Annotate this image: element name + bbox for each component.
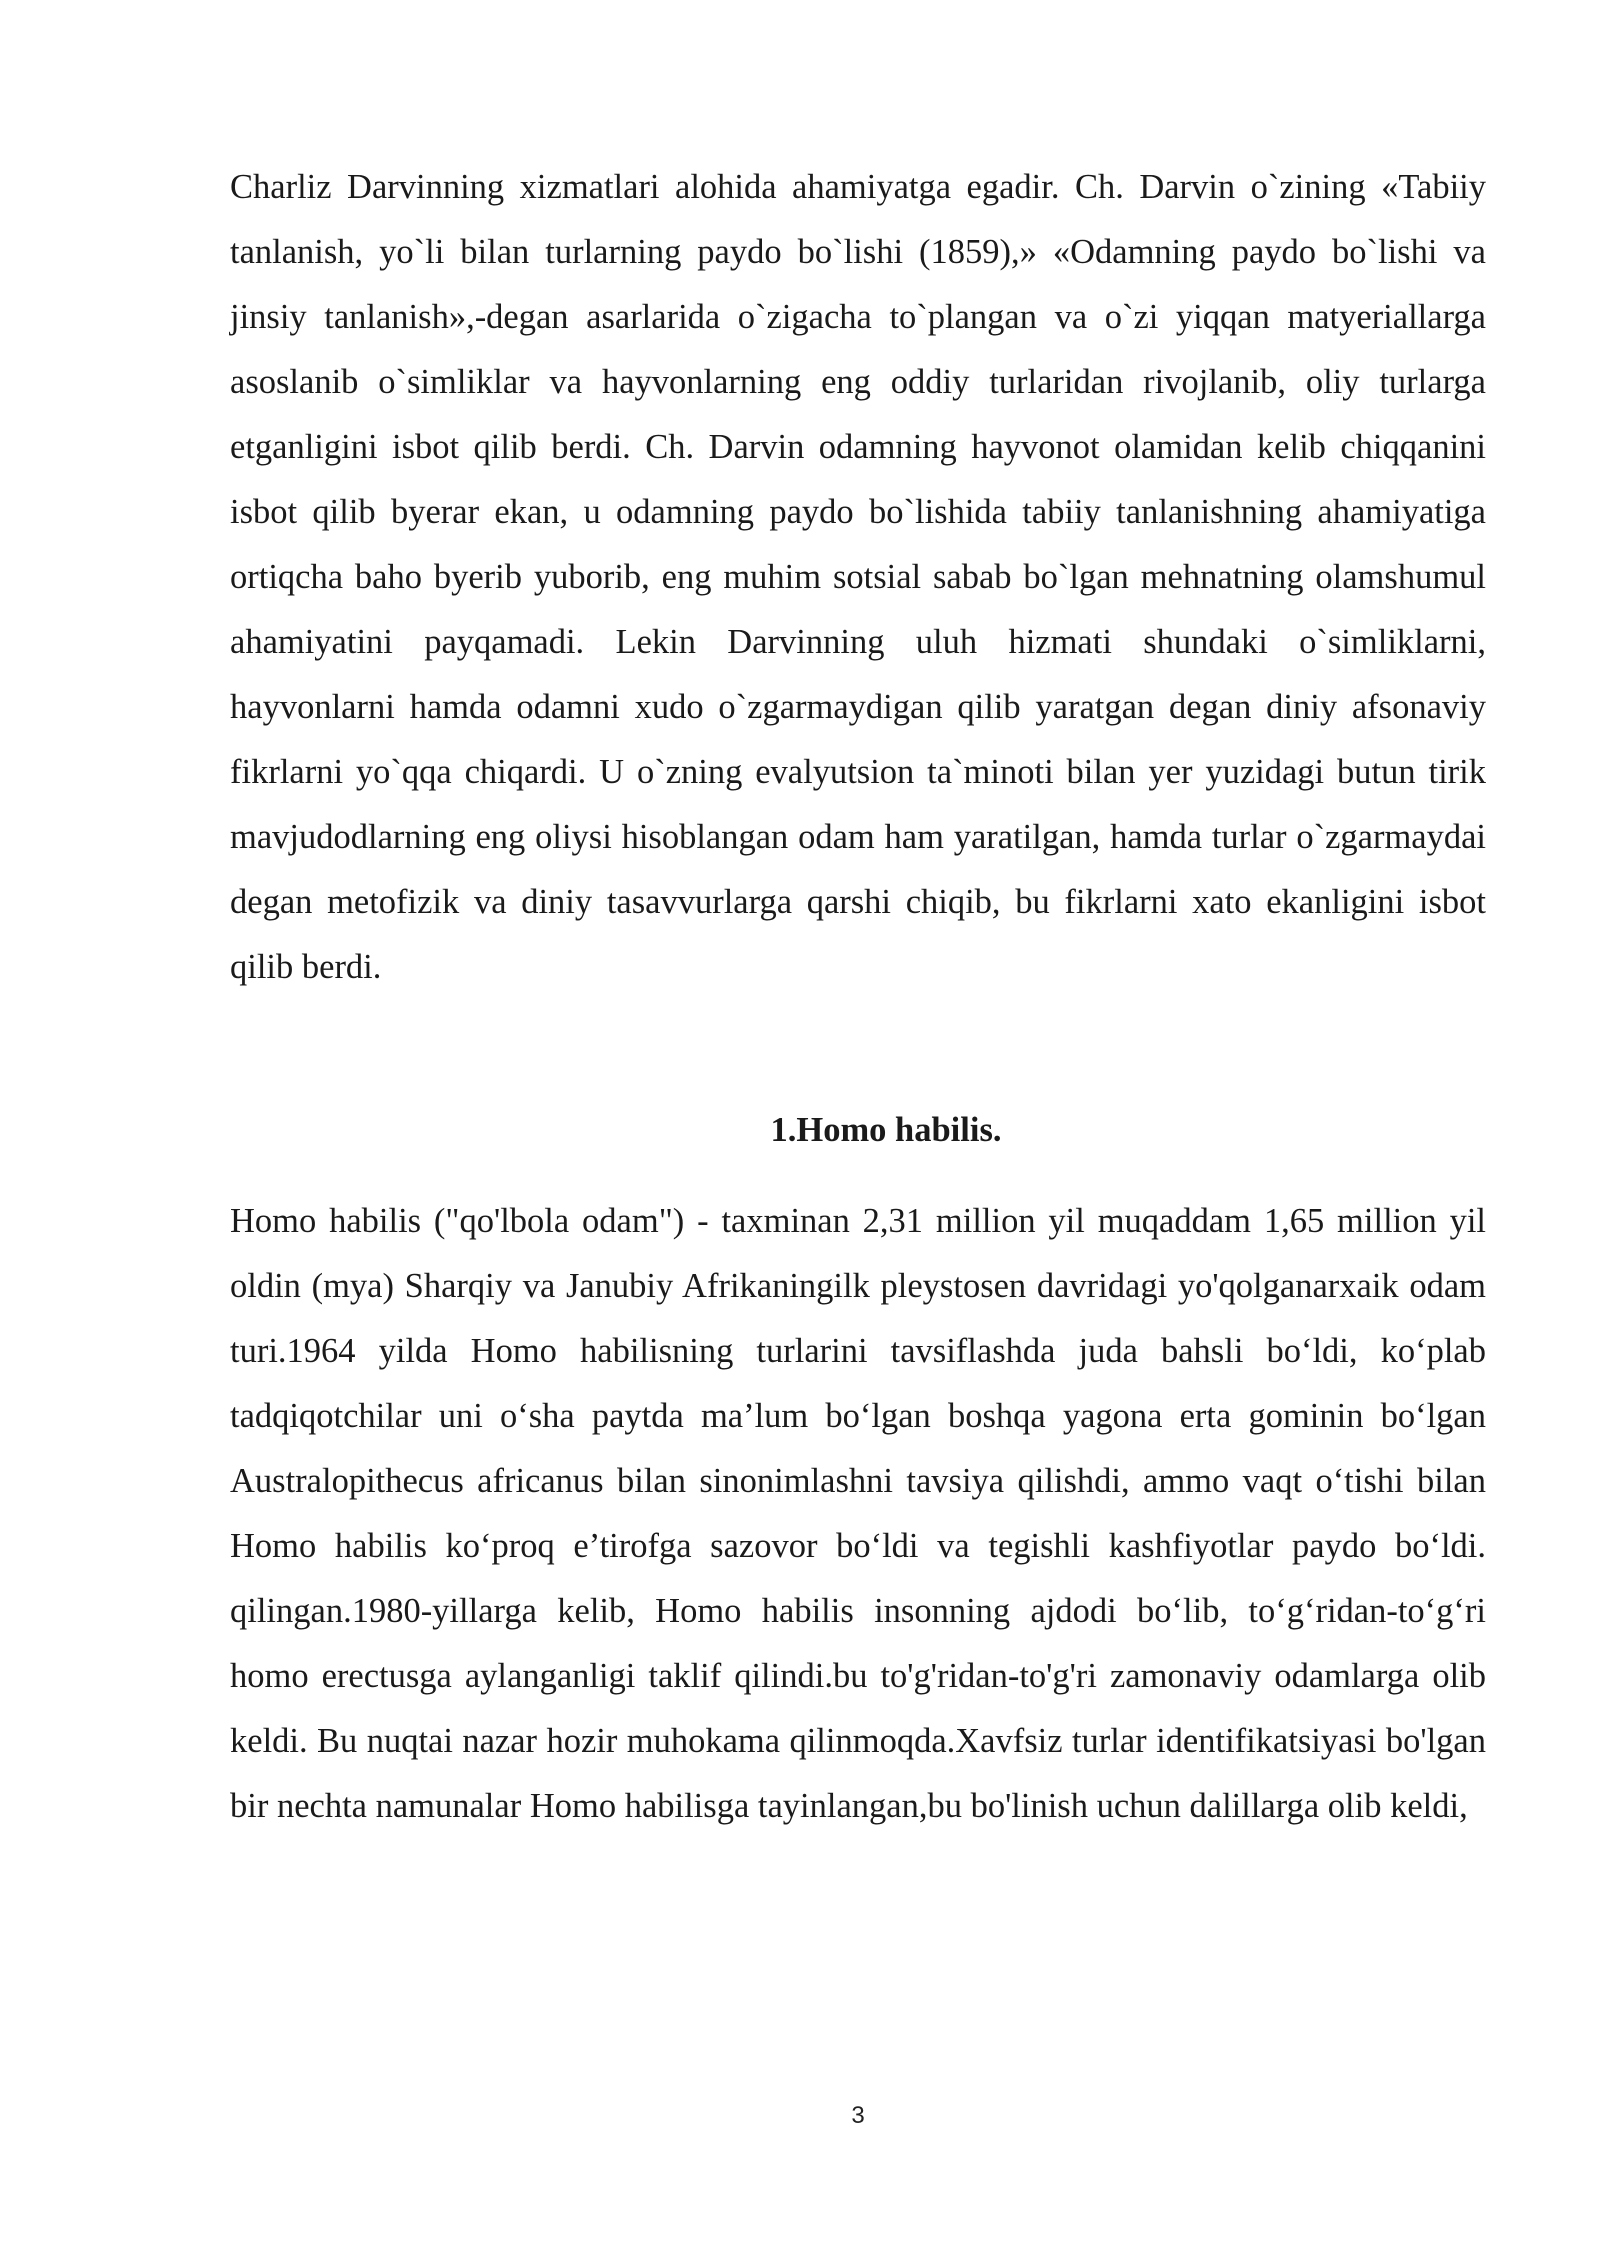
paragraph-homo-habilis: Homo habilis ("qo'lbola odam") - taxminan 2,31 million yil muqaddam 1,65 million yil oldin (mya) Sharqiy va Janubiy Afrikaningilk pleystosen davridagi yo'qolganarxaik odam turi.1964 yilda Homo habilisning turlarini tavsiflashda juda bahsli bo‘ldi, ko‘plab tadqiqotchilar uni o‘sha paytda ma’lum bo‘lgan boshqa yagona erta gominin bo‘lgan Australopithecus africanus bilan sinonimlashni tavsiya qilishdi, ammo vaqt o‘tishi bilan Homo habilis ko‘proq e’tirofga sazovor bo‘ldi va tegishli kashfiyotlar paydo bo‘ldi. qilingan.1980-yillarga kelib, Homo habilis insonning ajdodi bo‘lib, to‘g‘ridan-to‘g‘ri homo erectusga aylanganligi taklif qilindi.bu to'g'ridan-to'g'ri zamonaviy odamlarga olib keldi. Bu nuqtai nazar hozir muhokama qilinmoqda.Xavfsiz turlar identifikatsiyasi bo'lgan bir nechta namunalar Homo habilisga tayinlangan,bu bo'linish uchun dalillarga olib keldi, — [230, 1202, 1486, 1825]
paragraph-darwin: Charliz Darvinning xizmatlari alohida ahamiyatga egadir. Ch. Darvin o`zining «Tabiiy tanlanish, yo`li bilan turlarning paydo bo`lishi (1859),» «Odamning paydo bo`lishi va jinsiy tanlanish»,-degan asarlarida o`zigacha to`plangan va o`zi yiqqan matyeriallarga asoslanib o`simliklar va hayvonlarning eng oddiy turlaridan rivojlanib, oliy turlarga etganligini isbot qilib berdi. Ch. Darvin odamning hayvonot olamidan kelib chiqqanini isbot qilib byerar ekan, u odamning paydo bo`lishida tabiiy tanlanishning ahamiyatiga ortiqcha baho byerib yuborib, eng muhim sotsial sabab bo`lgan mehnatning olamshumul ahamiyatini payqamadi. Lekin Darvinning uluh hizmati shundaki o`simliklarni, hayvonlarni hamda odamni xudo o`zgarmaydigan qilib yaratgan degan diniy afsonaviy fikrlarni yo`qqa chiqardi. U o`zning evalyutsion ta`minoti bilan yer yuzidagi butun tirik mavjudodlarning eng oliysi hisoblangan odam ham yaratilgan, hamda turlar o`zgarmaydai degan metofizik va diniy tasavvurlarga qarshi chiqib, bu fikrlarni xato ekanligini isbot qilib berdi. — [230, 168, 1486, 986]
page-number: 3 — [851, 2102, 865, 2129]
page-content — [230, 155, 1486, 1839]
section-heading: 1.Homo habilis. — [770, 1111, 1002, 1149]
